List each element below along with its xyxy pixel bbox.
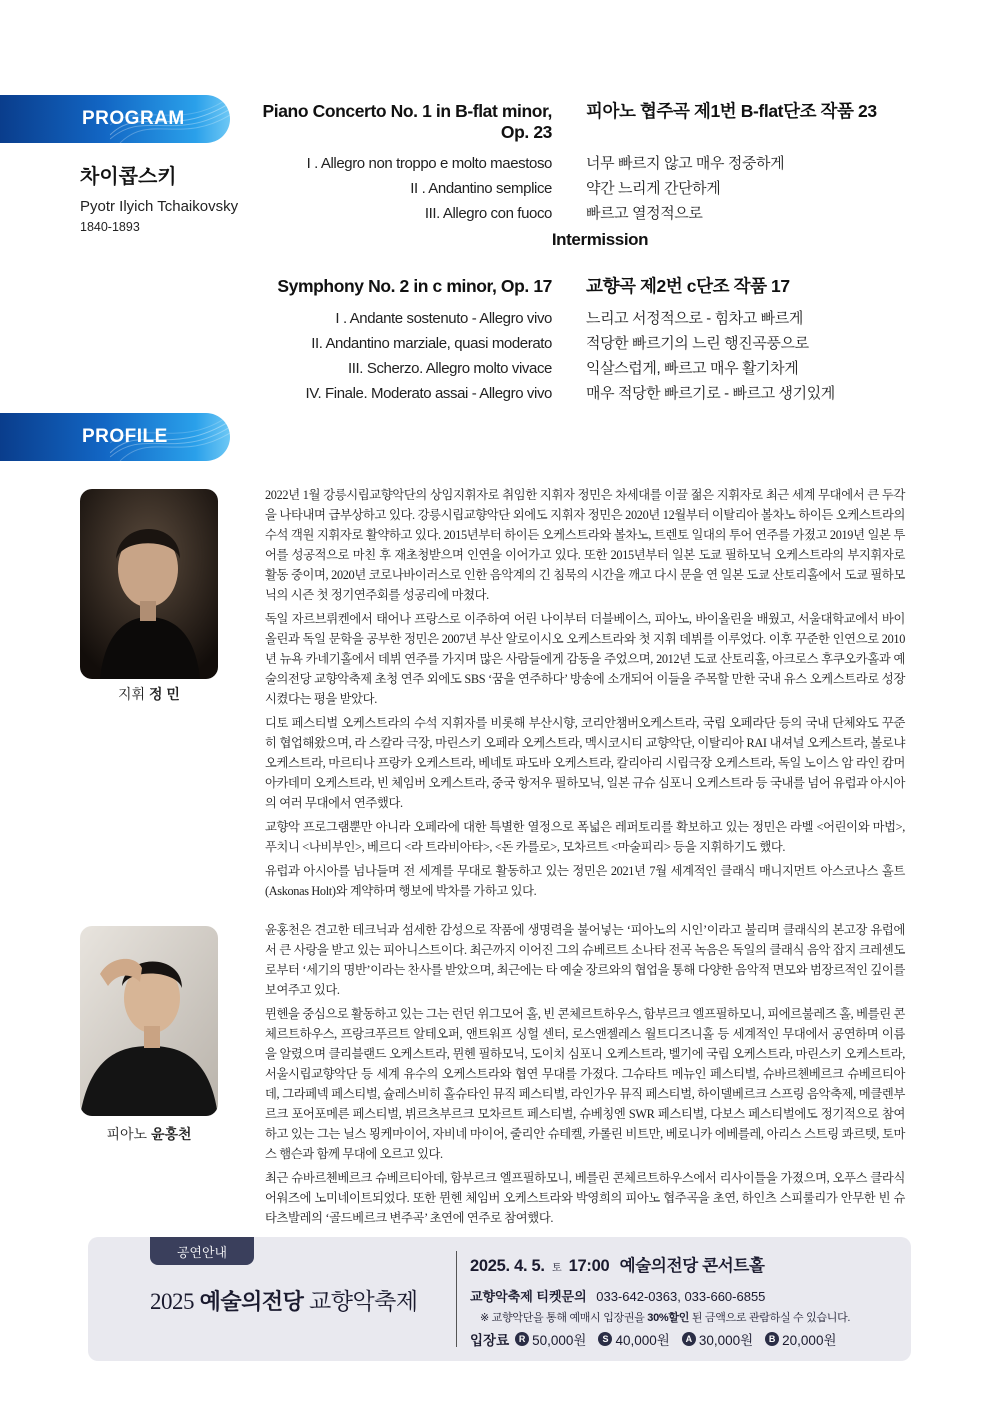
price-item [682,1329,753,1349]
festival-title [150,1283,418,1316]
program-label: PROGRAM [82,108,185,129]
pianist-name: 윤홍천 [150,1126,192,1142]
movement-en: III. Allegro con fuoco [424,205,552,222]
note-prefix: ※ 교향악단을 통해 예매시 입장권을 [480,1312,645,1324]
movement-ko: 빠르고 열정적으로 [586,205,703,222]
pianist-bio [265,920,905,1232]
movement-en: II. Andantino marziale, quasi moderato [311,335,552,352]
price-label: 입장료 [470,1333,510,1348]
price-value: 30,000원 [698,1333,754,1348]
note-suffix: 된 금액으로 관람하실 수 있습니다. [691,1312,851,1324]
movement-row [260,333,900,354]
bio-paragraph: 유럽과 아시아를 넘나들며 전 세계를 무대로 활동하고 있는 정민은 2021년 7월 세계적인 클래식 매니지먼트 아스코나스 홀트(Askonas Holt)와 계약하며 행보에 박차를 가하고 있다. [265,864,905,898]
composer-name-ko: 차이콥스키 [80,166,177,188]
movement-ko: 적당한 빠르기의 느린 행진곡풍으로 [586,335,809,352]
pianist-role: 피아노 [106,1126,148,1142]
movement-row [260,153,900,174]
movement-en: II . Andantino semplice [410,180,552,197]
festival-year: 2025 [150,1289,194,1314]
seat-b-icon: B [765,1332,779,1346]
seat-a-icon: A [682,1332,696,1346]
price-value: 40,000원 [615,1333,670,1348]
bio-paragraph: 윤홍천은 견고한 테크닉과 섬세한 감성으로 작품에 생명력을 불어넣는 ‘피아노의 시인’이라고 불리며 클래식의 본고장 유럽에서 큰 사랑을 받고 있는 피아니스트이다. 최근까지 이어진 그의 슈베르트 소나타 전곡 녹음은 독일의 클래식 음악 잡지 크레센도로부터 ‘세기의 명반’이라는 찬사를 받았으며, 최근에는 타 예술 장르와의 협업을 통해 다양한 음악적 면모와 범장르적인 깊이를 보여주고 있다. [265,923,905,997]
price-value: 50,000원 [532,1333,587,1348]
pianist-caption [80,1124,218,1144]
program-piece-2 [260,273,900,404]
composer-years: 1840-1893 [80,220,140,234]
ticket-phones: 033-642-0363, 033-660-6855 [596,1289,766,1304]
conductor-photo [80,489,218,679]
program-banner [0,95,230,143]
performance-datetime [470,1252,900,1276]
movement-en: I . Allegro non troppo e molto maestoso [306,155,552,172]
ticket-inquiry [470,1286,900,1305]
movement-row [260,178,900,199]
price-item [765,1329,836,1349]
festival-venue: 예술의전당 [199,1289,304,1314]
pianist-photo [80,926,218,1116]
profile-label: PROFILE [82,426,168,447]
movement-ko: 약간 느리게 간단하게 [586,180,721,197]
bio-paragraph: 뮌헨을 중심으로 활동하고 있는 그는 런던 위그모어 홀, 빈 콘체르트하우스, 함부르크 엘프필하모니, 피에르불레즈 홀, 베를린 콘체르트하우스, 프랑크푸르트 알테오퍼, 앤트워프 싱헐 센터, 로스앤젤레스 월트디즈니홀 등 세계적인 무대에서 공연하며 이름을 알렸으며 클리블랜드 오케스트라, 뮌헨 필하모닉, 도이치 심포니 오케스트라, 벨기에 국립 오케스트라, 마린스키 오케스트라, 서울시립교향악단 등 세계 유수의 오케스트라와 협연 무대를 가졌다. 그슈타트 메뉴인 페스티벌, 슈바르첸베르크 슈베르티아데, 그라페넥 페스티벌, 슐레스비히 홀슈타인 뮤직 페스티벌, 라인가우 뮤직 페스티벌, 하이델베르크 스프링 음악축제, 메클렌부르크 포어포메른 페스티벌, 뷔르츠부르크 모차르트 페스티벌, 슈베칭엔 SWR 페스티벌, 다보스 페스티벌에도 정기적으로 참여하고 있는 그는 닐스 묑케마이어, 자비네 마이어, 줄리안 슈테켈, 카롤린 비트만, 베로니카 에베를레, 아리스 스트링 콰르텟, 토마스 햄슨과 함께 무대에 오르고 있다. [265,1007,905,1161]
price-item [598,1329,669,1349]
conductor-name: 정 민 [149,686,180,702]
price-list [470,1329,900,1349]
bio-paragraph: 독일 자르브뤼켄에서 태어나 프랑스로 이주하여 어린 나이부터 더블베이스, 피아노, 바이올린을 배웠고, 서울대학교에서 바이올린과 독일 문학을 공부한 정민은 2007년 부산 알로이시오 오케스트라와 첫 지휘 데뷔를 이루었다. 이후 꾸준한 인연으로 2010년 뉴욕 카네기홀에서 데뷔 연주를 가지며 많은 사람들에게 감동을 주었으며, 2012년 도쿄 산토리홀, 아크로스 후쿠오카홀과 예술의전당 교향악축제 초청 연주 외에도 SBS ‘꿈을 연주하다’ 방송에 소개되어 이들을 주목할 만한 국내 유스 오케스트라로 성장시켰다는 평을 받았다. [265,612,905,706]
note-discount: 30%할인 [647,1312,690,1324]
piece-title-row [260,98,900,143]
profile-banner [0,413,230,461]
movement-ko: 너무 빠르지 않고 매우 정중하게 [586,155,785,172]
info-tag: 공연안내 [150,1237,254,1265]
seat-s-icon: S [598,1332,612,1346]
piece-title-en: Symphony No. 2 in c minor, Op. 17 [277,276,552,296]
ticket-label: 교향악축제 티켓문의 [470,1289,587,1304]
piece-title-ko: 교향곡 제2번 c단조 작품 17 [586,276,790,296]
festival-name: 교향악축제 [309,1289,418,1314]
movement-row [260,308,900,329]
performance-date: 2025. 4. 5. [470,1257,545,1275]
composer-name-en: Pyotr Ilyich Tchaikovsky [80,198,239,215]
composer-info [80,160,238,234]
movement-en: IV. Finale. Moderato assai - Allegro vivo [305,385,552,402]
movement-ko: 매우 적당한 빠르기로 - 빠르고 생기있게 [586,385,835,402]
piece-title-en: Piano Concerto No. 1 in B-flat minor, Op. 23 [262,101,552,142]
piece-title-ko: 피아노 협주곡 제1번 B-flat단조 작품 23 [586,101,877,121]
conductor-role: 지휘 [118,686,146,702]
program-piece-1 [260,98,900,224]
movement-row [260,203,900,224]
divider [456,1251,457,1347]
performance-hall: 예술의전당 콘서트홀 [619,1257,765,1275]
price-value: 20,000원 [782,1333,837,1348]
movement-row [260,358,900,379]
bio-paragraph: 2022년 1월 강릉시립교향악단의 상임지휘자로 취임한 지휘자 정민은 차세대를 이끌 젊은 지휘자로 최근 세계 무대에서 큰 두각을 나타내며 급부상하고 있다. 강릉시립교향악단 외에도 지휘자 정민은 2020년 12월부터 이탈리아 볼차노 하이든 오케스트라의 수석 객원 지휘자로 활약하고 있다. 2015년부터 하이든 오케스트라와 볼차노, 트렌토 일대의 투어 연주를 가졌고 2019년 일본 투어를 성공적으로 마친 후 재초청받으며 인연을 이어가고 있다. 또한 2015년부터 일본 도쿄 필하모닉 오케스트라의 부지휘자로 활동 중이며, 2020년 코로나바이러스로 인한 음악계의 긴 침묵의 시간을 깨고 다시 문을 연 일본 도쿄 산토리홀에서 도쿄 필하모닉의 시즌 첫 정기연주회를 성공리에 마쳤다. [265,488,905,602]
performance-day: 토 [551,1263,562,1274]
discount-note [470,1309,900,1325]
performance-time: 17:00 [568,1257,610,1275]
movement-ko: 익살스럽게, 빠르고 매우 활기차게 [586,360,799,377]
bio-paragraph: 교향악 프로그램뿐만 아니라 오페라에 대한 특별한 열정으로 폭넓은 레퍼토리를 확보하고 있는 정민은 라벨 <어린이와 마법>, 푸치니 <나비부인>, 베르디 <라 트라비아타>, <돈 카를로>, 모차르트 <마술피리> 등을 지휘하기도 했다. [265,820,905,854]
movement-en: I . Andante sostenuto - Allegro vivo [335,310,552,327]
seat-r-icon: R [515,1332,529,1346]
movement-row [260,383,900,404]
movement-ko: 느리고 서정적으로 - 힘차고 빠르게 [586,310,803,327]
conductor-bio [265,485,905,905]
performance-details [470,1252,900,1349]
conductor-caption [80,684,218,704]
intermission-label: Intermission [551,230,649,249]
bio-paragraph: 최근 슈바르첸베르크 슈베르티아데, 함부르크 엘프필하모니, 베를린 콘체르트하우스에서 리사이틀을 가졌으며, 오푸스 클라식 어워즈에 노미네이트되었다. 또한 뮌헨 체임버 오케스트라와 박영희의 피아노 협주곡을 초연, 하인츠 스피룰리가 안무한 빈 슈타츠발레의 ‘골드베르크 변주곡’ 초연에 연주로 참여했다. [265,1171,905,1225]
movement-en: III. Scherzo. Allegro molto vivace [348,360,552,377]
bio-paragraph: 디토 페스티벌 오케스트라의 수석 지휘자를 비롯해 부산시향, 코리안챔버오케스트라, 국립 오페라단 등의 국내 단체와도 꾸준히 협업해왔으며, 라 스칼라 극장, 마린스키 오페라 오케스트라, 멕시코시티 교향악단, 이탈리아 RAI 내셔널 오케스트라, 볼로냐 오케스트라, 마르티나 프랑카 오케스트라, 베네토 파도바 오케스트라, 칼리아리 시립극장 오케스트라, 독일 노이스 암 라인 캄머 아카데미 오케스트라, 빈 체임버 오케스트라, 중국 항저우 필하모닉, 일본 규슈 심포니 오케스트라 등 국내를 넘어 유럽과 아시아의 여러 무대에서 연주했다. [265,716,905,810]
price-item [515,1329,586,1349]
piece-title-row [260,273,900,298]
